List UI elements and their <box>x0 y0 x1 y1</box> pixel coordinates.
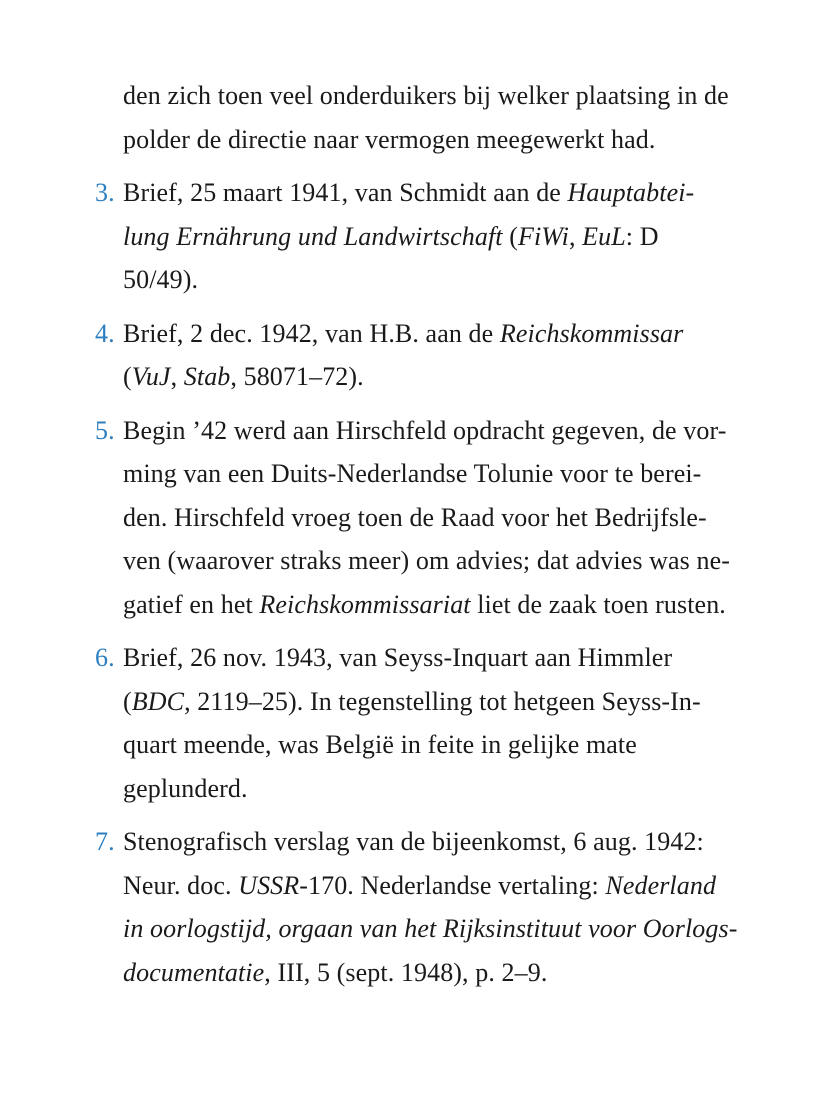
italic-text: Reichskommissar <box>499 318 684 348</box>
footnote-line <box>123 767 755 811</box>
text-run: polder de directie naar vermogen meegewerkt had. <box>123 124 656 154</box>
footnote-item <box>95 171 755 302</box>
italic-text: in oorlogstijd, orgaan van het Rijksinstituut voor Oorlogs- <box>123 914 738 943</box>
text-run: , 58071–72). <box>230 362 364 391</box>
footnote-line <box>123 74 755 118</box>
footnote-item <box>95 636 755 810</box>
text-run: Neur. doc. <box>123 870 239 900</box>
footnote-number: 7. <box>95 827 115 856</box>
text-run: gatief en het <box>123 589 260 619</box>
footnote-line <box>123 171 755 215</box>
text-run: 50/49). <box>123 265 199 294</box>
footnote-line <box>123 312 755 356</box>
footnote-number: 3. <box>95 178 115 207</box>
footnote-line <box>123 583 755 627</box>
italic-text: BDC <box>131 686 185 716</box>
footnote-line <box>123 539 755 583</box>
footnote-line <box>123 907 755 951</box>
text-run: quart meende, was België in feite in gelijke mate <box>123 730 637 759</box>
footnote-line <box>123 452 755 496</box>
footnote-line <box>123 215 755 259</box>
text-run: ( <box>123 686 132 716</box>
footnote-list <box>95 74 755 1004</box>
footnote-line <box>123 355 755 399</box>
italic-text: Nederland <box>605 870 717 900</box>
text-run: , III, 5 (sept. 1948), p. 2–9. <box>264 957 548 987</box>
footnote-line <box>123 864 755 908</box>
text-run: , 2119–25). In tegenstelling tot hetgeen Seyss-In- <box>184 686 701 716</box>
text-run: geplunderd. <box>123 773 248 803</box>
italic-text: Hauptabtei- <box>567 178 695 207</box>
italic-text: Stab <box>183 362 231 391</box>
text-run: den. Hirschfeld vroeg toen de Raad voor het Bedrijfsle- <box>123 502 707 532</box>
footnote-line <box>123 723 755 767</box>
italic-text: FiWi <box>517 221 569 251</box>
footnote-line <box>123 951 755 995</box>
footnote-number: 5. <box>95 415 115 445</box>
italic-text: VuJ <box>131 362 171 391</box>
footnote-item <box>95 820 755 994</box>
text-run: Brief, 26 nov. 1943, van Seyss-Inquart aan Himmler <box>123 643 673 672</box>
footnote-line <box>123 409 755 453</box>
text-run: ming van een Duits-Nederlandse Tolunie voor te berei- <box>123 459 702 488</box>
footnote-line <box>123 820 755 864</box>
footnote-line <box>123 636 755 680</box>
footnote-line <box>123 680 755 724</box>
footnote-number: 6. <box>95 643 115 672</box>
text-run: , <box>568 221 583 251</box>
footnote-item <box>95 409 755 627</box>
footnote-line <box>123 118 755 162</box>
text-run: Stenografisch verslag van de bijeenkomst, 6 aug. 1942: <box>123 827 704 856</box>
italic-text: Reichskommissariat <box>259 589 471 619</box>
footnote-continuation <box>95 74 755 161</box>
text-run: den zich toen veel onderduikers bij welker plaatsing in de <box>123 81 729 110</box>
text-run: ( <box>123 362 132 391</box>
text-run: liet de zaak toen rusten. <box>470 589 726 619</box>
footnote-line <box>123 496 755 540</box>
italic-text: documentatie <box>123 957 265 987</box>
text-run: ( <box>502 221 518 251</box>
text-run: : D <box>625 221 659 251</box>
text-run: Brief, 25 maart 1941, van Schmidt aan de <box>123 178 568 207</box>
footnote-number: 4. <box>95 318 115 348</box>
italic-text: lung Ernährung und Landwirtschaft <box>123 221 503 251</box>
text-run: ven (waarover straks meer) om advies; dat advies was ne- <box>123 546 730 575</box>
text-run: , <box>170 362 184 391</box>
text-run: Brief, 2 dec. 1942, van H.B. aan de <box>123 318 500 348</box>
italic-text: EuL <box>582 221 626 251</box>
text-run: Begin ’42 werd aan Hirschfeld opdracht gegeven, de vor- <box>123 415 727 445</box>
footnote-item <box>95 312 755 399</box>
footnote-line <box>123 258 755 302</box>
text-run: -170. Nederlandse vertaling: <box>299 870 606 900</box>
italic-text: USSR <box>238 870 300 900</box>
